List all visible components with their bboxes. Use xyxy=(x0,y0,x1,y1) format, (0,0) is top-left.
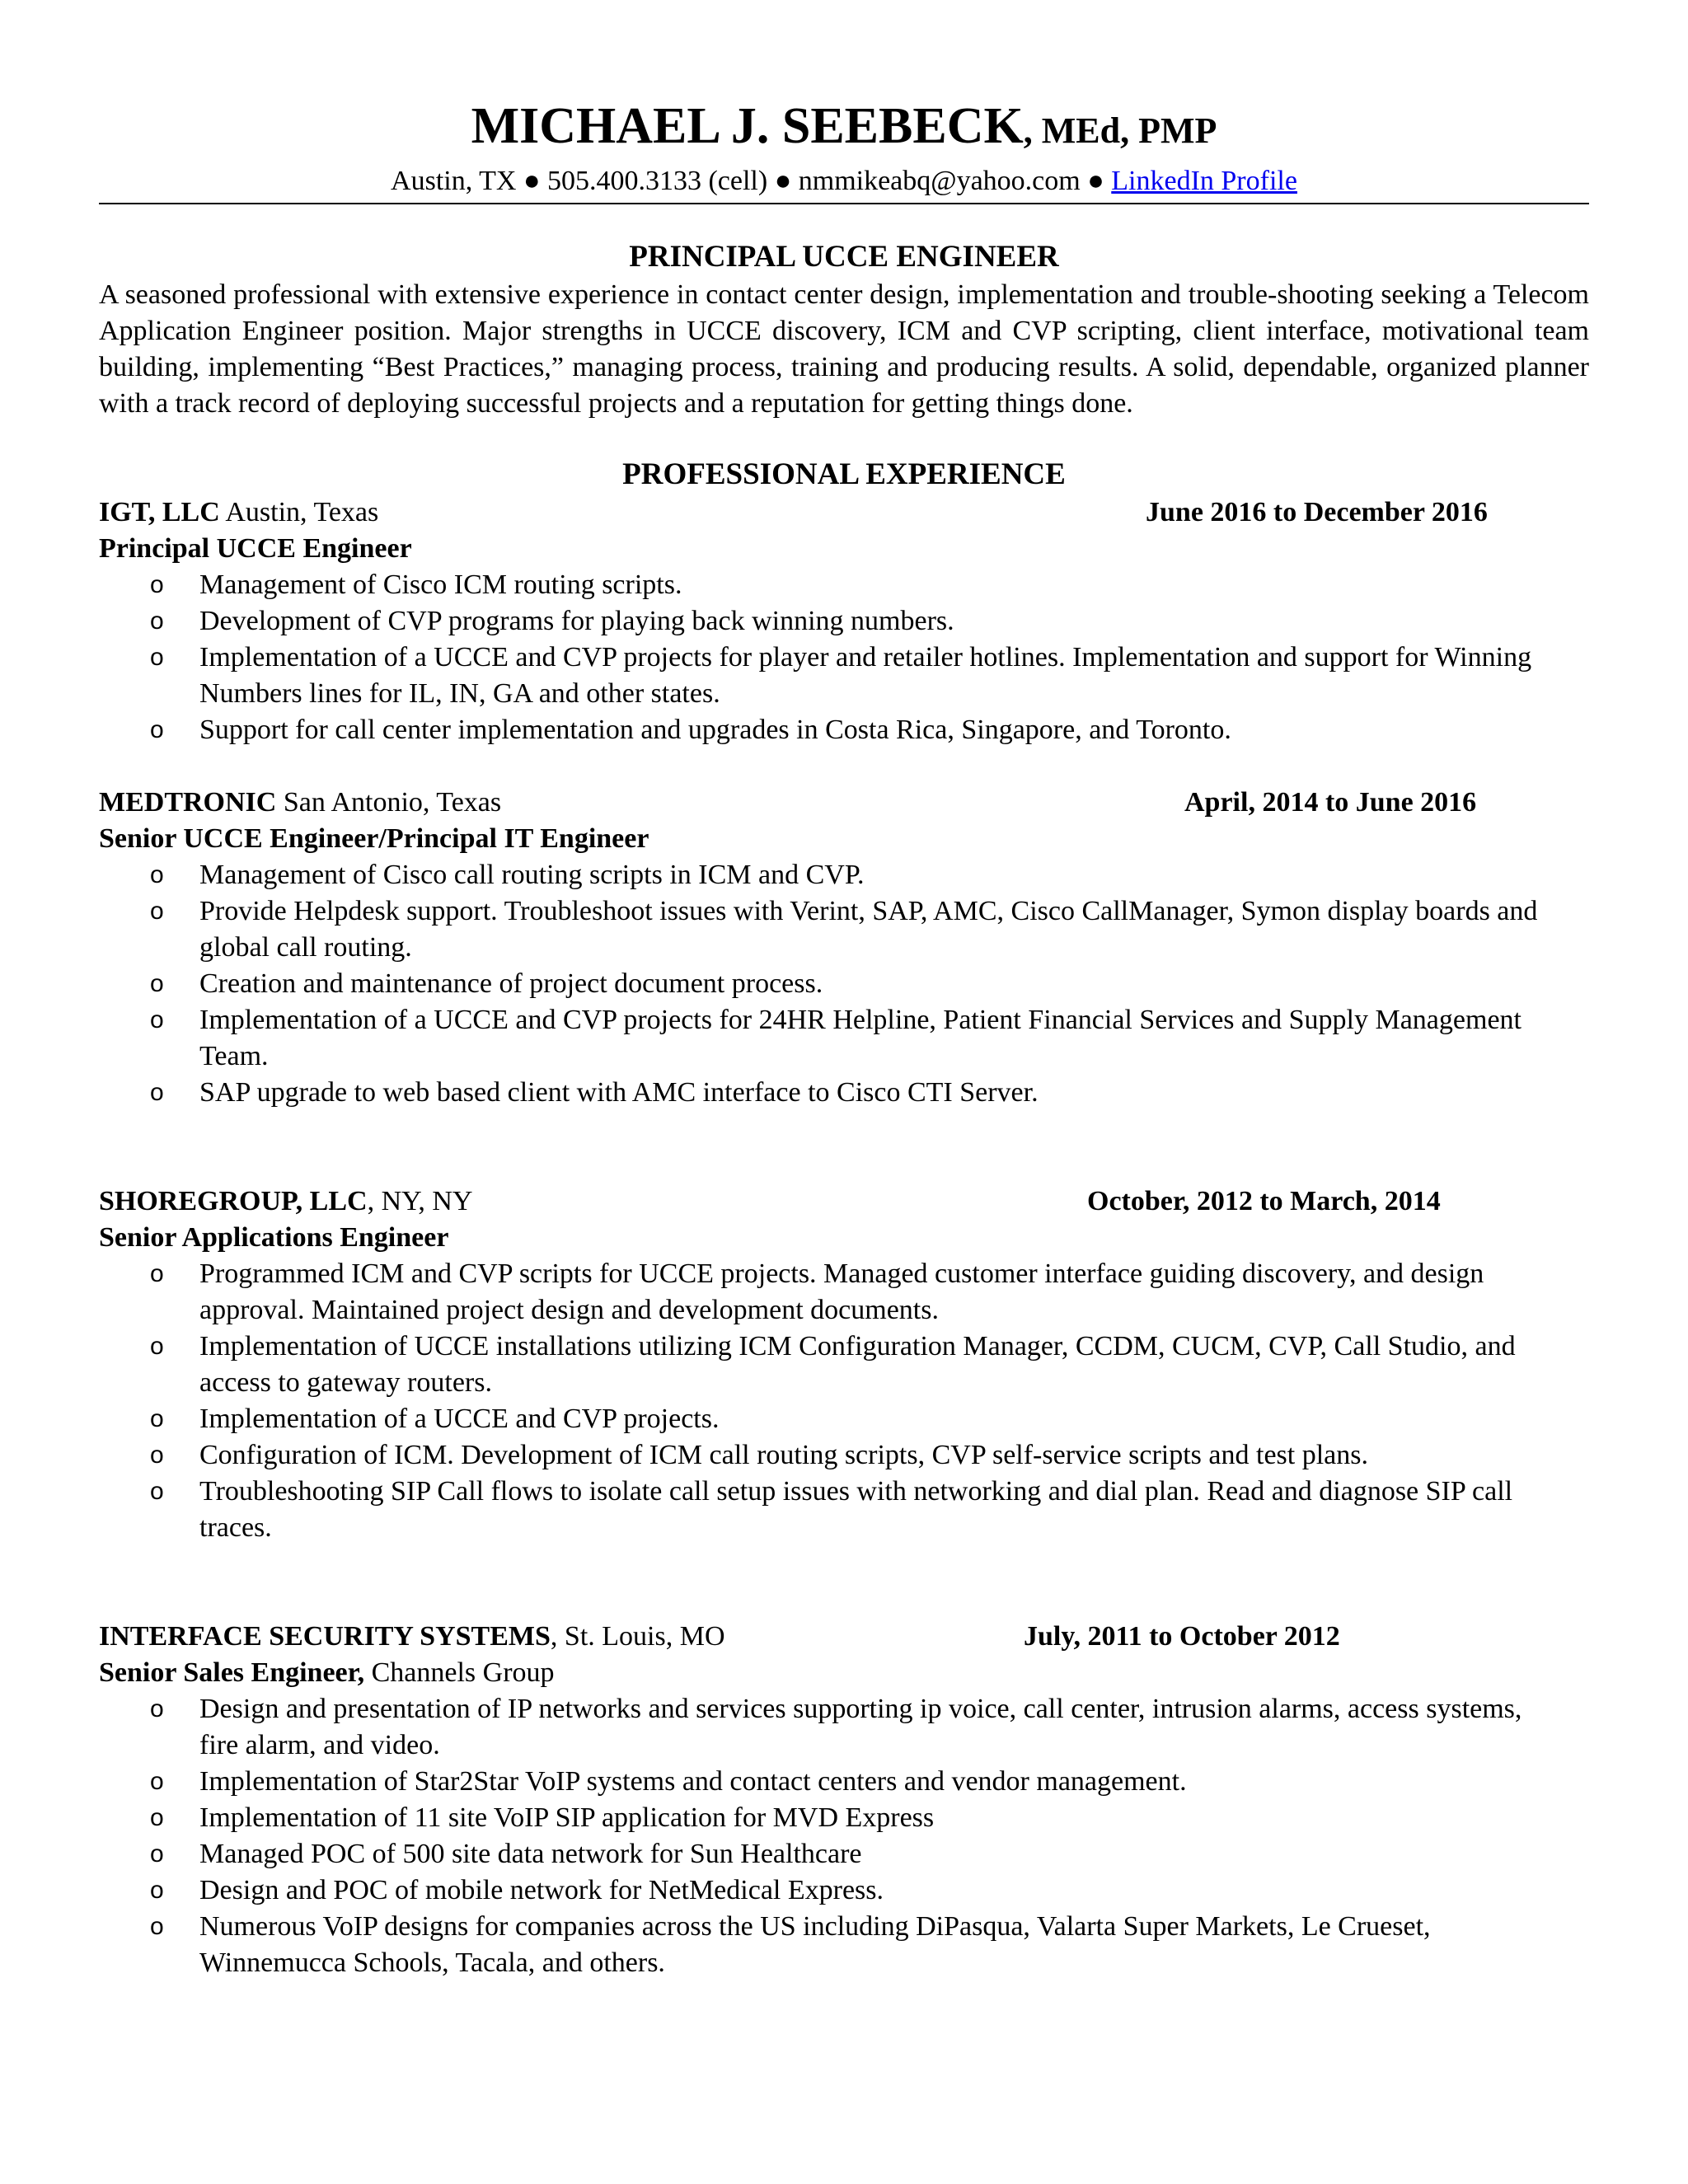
job-role-title: Senior Applications Engineer xyxy=(99,1222,449,1253)
company-location: , NY, NY xyxy=(367,1186,473,1216)
bullet-text: Development of CVP programs for playing back winning numbers. xyxy=(199,606,954,636)
bullet-text: Support for call center implementation and upgrades in Costa Rica, Singapore, and Toronto. xyxy=(199,715,1231,745)
bullet-marker: o xyxy=(150,1079,164,1106)
job-role-group: Channels Group xyxy=(364,1657,555,1688)
summary-text: A seasoned professional with extensive experience in contact center design, implementation and trouble-shooting seeking a Telecom Application Engineer position. Major strengths in UCCE discovery, ICM and CVP scripting, client interface, motivational team building, implementing “Best Practices,” managing process, training and producing results. A solid, dependable, organized planner with a track record of deploying successful projects and a reputation for getting things done. xyxy=(99,279,1589,419)
bullet-text: Implementation of Star2Star VoIP systems and contact centers and vendor management. xyxy=(199,1766,1187,1797)
bullet-item xyxy=(99,1437,1546,1474)
bullet-marker: o xyxy=(150,1333,164,1360)
bullet-marker: o xyxy=(150,1006,164,1033)
bullet-item xyxy=(99,1474,1546,1546)
bullet-text: Troubleshooting SIP Call flows to isolate call setup issues with networking and dial plan. Read and diagnose SIP call traces. xyxy=(199,1476,1513,1543)
resume-page xyxy=(99,97,1589,1981)
bullet-text: Implementation of 11 site VoIP SIP application for MVD Express xyxy=(199,1802,935,1833)
company-location: Austin, Texas xyxy=(219,497,379,527)
bullet-marker: o xyxy=(150,1478,164,1505)
job-header xyxy=(99,785,1589,821)
job-dates: July, 2011 to October 2012 xyxy=(1024,1621,1340,1652)
job-role xyxy=(99,1655,1589,1691)
job-role xyxy=(99,531,1589,567)
bullet-item xyxy=(99,1800,1546,1836)
job-role xyxy=(99,821,1589,857)
bullet-item xyxy=(99,1836,1546,1872)
bullet-item xyxy=(99,712,1546,748)
job-entry xyxy=(99,1183,1589,1546)
contact-separator: ● xyxy=(1080,166,1112,196)
job-entry xyxy=(99,494,1589,748)
bullet-marker: o xyxy=(150,1877,164,1904)
bullet-text: Provide Helpdesk support. Troubleshoot issues with Verint, SAP, AMC, Cisco CallManager, Symon display boards and global call routing. xyxy=(199,896,1538,963)
bullet-item xyxy=(99,893,1546,966)
candidate-credentials: , MEd, PMP xyxy=(1023,110,1217,151)
job-dates: April, 2014 to June 2016 xyxy=(1184,787,1477,818)
job-dates: October, 2012 to March, 2014 xyxy=(1087,1186,1441,1216)
job-bullets xyxy=(99,1256,1589,1546)
bullet-marker: o xyxy=(150,1768,164,1795)
job-header xyxy=(99,1619,1589,1655)
bullet-text: Management of Cisco ICM routing scripts. xyxy=(199,569,682,600)
bullet-text: Design and presentation of IP networks and services supporting ip voice, call center, intrusion alarms, access systems, fire alarm, and video. xyxy=(199,1694,1522,1760)
bullet-item xyxy=(99,1002,1546,1075)
job-entry xyxy=(99,785,1589,1111)
bullet-text: Design and POC of mobile network for NetMedical Express. xyxy=(199,1875,884,1905)
bullet-marker: o xyxy=(150,644,164,671)
bullet-item xyxy=(99,857,1546,893)
bullet-text: Creation and maintenance of project document process. xyxy=(199,968,823,999)
job-role-title: Senior UCCE Engineer/Principal IT Engineer xyxy=(99,823,649,854)
bullet-item xyxy=(99,1256,1546,1329)
bullet-text: Implementation of a UCCE and CVP projects for player and retailer hotlines. Implementation and support for Winning Numbers lines for IL, IN, GA and other states. xyxy=(199,642,1532,709)
contact-separator: ● xyxy=(767,166,799,196)
bullet-marker: o xyxy=(150,571,164,598)
bullet-item xyxy=(99,1401,1546,1437)
bullet-item xyxy=(99,1872,1546,1909)
bullet-marker: o xyxy=(150,1695,164,1722)
bullet-text: Implementation of a UCCE and CVP projects for 24HR Helpline, Patient Financial Services and Supply Management Team. xyxy=(199,1005,1522,1071)
contact-separator: ● xyxy=(516,166,547,196)
bullet-marker: o xyxy=(150,861,164,888)
bullet-item xyxy=(99,603,1546,640)
company-name: SHOREGROUP, LLC xyxy=(99,1186,368,1216)
bullet-text: Implementation of a UCCE and CVP projects. xyxy=(199,1404,720,1434)
linkedin-link[interactable]: LinkedIn Profile xyxy=(1111,166,1297,196)
bullet-text: Numerous VoIP designs for companies across the US including DiPasqua, Valarta Super Markets, Le Crueset, Winnemucca Schools, Tacala, and others. xyxy=(199,1911,1431,1978)
job-role-title: Senior Sales Engineer, xyxy=(99,1657,365,1688)
bullet-text: Configuration of ICM. Development of ICM call routing scripts, CVP self-service scripts and test plans. xyxy=(199,1440,1368,1470)
bullet-marker: o xyxy=(150,1441,164,1469)
job-role-title: Principal UCCE Engineer xyxy=(99,533,412,564)
bullet-text: Programmed ICM and CVP scripts for UCCE projects. Managed customer interface guiding discovery, and design approval. Maintained project design and development documents. xyxy=(199,1258,1484,1325)
bullet-text: Management of Cisco call routing scripts in ICM and CVP. xyxy=(199,860,865,890)
job-entry xyxy=(99,1619,1589,1981)
bullet-marker: o xyxy=(150,1260,164,1287)
job-bullets xyxy=(99,567,1589,748)
contact-email: nmmikeabq@yahoo.com xyxy=(798,166,1081,196)
header-name-line xyxy=(99,97,1589,163)
candidate-name: MICHAEL J. SEEBECK xyxy=(471,98,1024,154)
job-bullets xyxy=(99,1691,1589,1981)
company-location: , St. Louis, MO xyxy=(550,1621,725,1652)
bullet-marker: o xyxy=(150,970,164,997)
bullet-marker: o xyxy=(150,607,164,635)
bullet-item xyxy=(99,1909,1546,1981)
bullet-marker: o xyxy=(150,1913,164,1940)
contact-phone: 505.400.3133 (cell) xyxy=(546,166,768,196)
bullet-text: Managed POC of 500 site data network for Sun Healthcare xyxy=(199,1839,862,1869)
bullet-text: Implementation of UCCE installations utilizing ICM Configuration Manager, CCDM, CUCM, CVP, Call Studio, and access to gateway routers. xyxy=(199,1331,1516,1398)
company-name: IGT, LLC xyxy=(99,497,220,527)
job-role xyxy=(99,1220,1589,1256)
bullet-item xyxy=(99,1329,1546,1401)
bullet-item xyxy=(99,1691,1546,1764)
bullet-item xyxy=(99,1764,1546,1800)
company-location: San Antonio, Texas xyxy=(276,787,502,818)
bullet-item xyxy=(99,567,1546,603)
job-dates: June 2016 to December 2016 xyxy=(1146,497,1488,527)
bullet-marker: o xyxy=(150,1840,164,1868)
job-list xyxy=(99,494,1589,1981)
contact-location: Austin, TX xyxy=(391,166,517,196)
company-name: INTERFACE SECURITY SYSTEMS xyxy=(99,1621,551,1652)
contact-line xyxy=(99,163,1589,199)
bullet-item xyxy=(99,640,1546,712)
bullet-marker: o xyxy=(150,898,164,925)
summary-title: PRINCIPAL UCCE ENGINEER xyxy=(629,240,1059,274)
job-header xyxy=(99,1183,1589,1220)
bullet-item xyxy=(99,1075,1546,1111)
bullet-marker: o xyxy=(150,1405,164,1432)
job-bullets xyxy=(99,857,1589,1111)
bullet-marker: o xyxy=(150,716,164,743)
bullet-marker: o xyxy=(150,1804,164,1831)
company-name: MEDTRONIC xyxy=(99,787,277,818)
experience-title: PROFESSIONAL EXPERIENCE xyxy=(622,457,1066,491)
bullet-text: SAP upgrade to web based client with AMC interface to Cisco CTI Server. xyxy=(199,1077,1039,1108)
job-header xyxy=(99,494,1589,531)
header-divider xyxy=(99,203,1589,204)
bullet-item xyxy=(99,966,1546,1002)
